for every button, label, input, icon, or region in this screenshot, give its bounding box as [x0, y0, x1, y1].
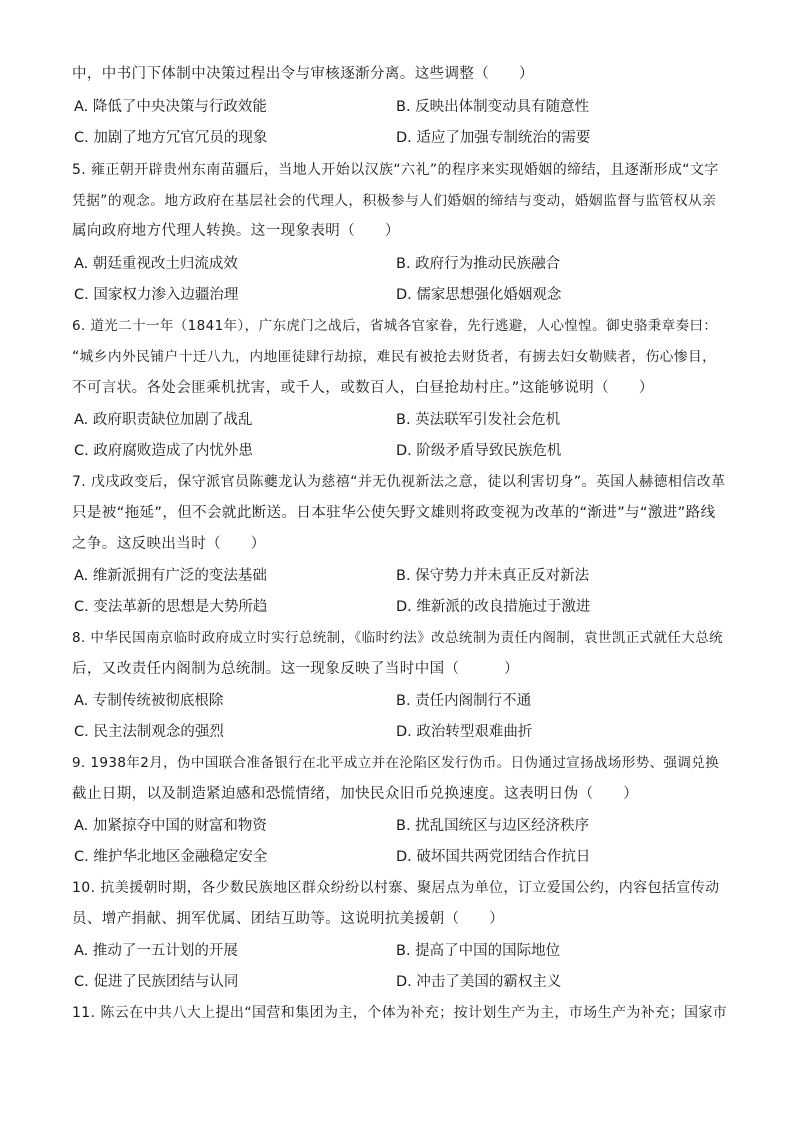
question-8-option-d[interactable]: D. 政治转型艰难曲折 [396, 724, 533, 740]
question-7-option-a[interactable]: A. 维新派拥有广泛的变法基础 [74, 568, 267, 584]
question-10-stem-line-1: 10. 抗美援朝时期，各少数民族地区群众纷纷以村寨、聚居点为单位，订立爱国公约，内容包括宣传动 [72, 880, 720, 896]
question-4-option-b[interactable]: B. 反映出体制变动具有随意性 [396, 99, 590, 115]
question-9-stem-line-1: 9. 1938年2月，伪中国联合准备银行在北平成立并在沦陷区发行伪币。日伪通过宣扬战场形势、强调兑换 [72, 755, 720, 771]
question-7-stem-line-3: 之争。这反映出当时（ ） [72, 536, 266, 552]
question-7-option-d[interactable]: D. 维新派的改良措施过于激进 [396, 599, 591, 615]
question-10-option-c[interactable]: C. 促进了民族团结与认同 [74, 974, 239, 990]
question-6-option-a[interactable]: A. 政府职责缺位加剧了战乱 [74, 412, 253, 428]
question-9-option-d[interactable]: D. 破坏国共两党团结合作抗日 [396, 849, 591, 865]
question-4-option-d[interactable]: D. 适应了加强专制统治的需要 [396, 130, 591, 146]
question-5-stem-line-1: 5. 雍正朝开辟贵州东南苗疆后，当地人开始以汉族“六礼”的程序来实现婚姻的缔结，且逐渐形成“文字 [72, 162, 719, 178]
question-10-option-a[interactable]: A. 推动了一五计划的开展 [74, 943, 238, 959]
question-9-option-b[interactable]: B. 扰乱国统区与边区经济秩序 [396, 818, 590, 834]
question-10-option-d[interactable]: D. 冲击了美国的霸权主义 [396, 974, 562, 990]
question-7-option-b[interactable]: B. 保守势力并未真正反对新法 [396, 568, 590, 584]
question-8-stem-line-1: 8. 中华民国南京临时政府成立时实行总统制，《临时约法》改总统制为责任内阁制，袁世凯正式就任大总统 [72, 630, 724, 646]
question-6-option-b[interactable]: B. 英法联军引发社会危机 [396, 412, 561, 428]
question-4-option-a[interactable]: A. 降低了中央决策与行政效能 [74, 99, 267, 115]
question-11-stem-line-1: 11. 陈云在中共八大上提出“国营和集团为主，个体为补充；按计划生产为主，市场生产为补充；国家市 [72, 1005, 728, 1021]
question-7-stem-line-1: 7. 戊戌政变后，保守派官员陈夔龙认为慈禧“并无仇视新法之意，徒以利害切身”。英国人赫德相信改革 [72, 474, 726, 490]
question-8-option-b[interactable]: B. 责任内阁制行不通 [396, 693, 532, 709]
question-5-option-c[interactable]: C. 国家权力渗入边疆治理 [74, 287, 239, 303]
question-5-option-b[interactable]: B. 政府行为推动民族融合 [396, 256, 561, 272]
question-5-option-a[interactable]: A. 朝廷重视改土归流成效 [74, 256, 238, 272]
question-9-option-a[interactable]: A. 加紧掠夺中国的财富和物资 [74, 818, 267, 834]
question-9-option-c[interactable]: C. 维护华北地区金融稳定安全 [74, 849, 268, 865]
question-5-stem-line-3: 属向政府地方代理人转换。这一现象表明（ ） [72, 223, 400, 239]
question-8-option-c[interactable]: C. 民主法制观念的强烈 [74, 724, 224, 740]
question-6-stem-line-3: 不可言状。各处会匪乘机扰害，或千人，或数百人，白昼抢劫村庄。”这能够说明（ ） [72, 380, 654, 396]
question-4-stem: 中，中书门下体制中决策过程出令与审核逐渐分离。这些调整（ ） [72, 66, 534, 82]
question-7-option-c[interactable]: C. 变法革新的思想是大势所趋 [74, 599, 268, 615]
question-5-stem-line-2: 凭据”的观念。地方政府在基层社会的代理人，积极参与人们婚姻的缔结与变动，婚姻监督与监管权从亲 [72, 193, 717, 209]
question-5-option-d[interactable]: D. 儒家思想强化婚姻观念 [396, 287, 562, 303]
question-8-stem-line-2: 后，又改责任内阁制为总统制。这一现象反映了当时中国（ ） [72, 661, 519, 677]
question-9-stem-line-2: 截止日期，以及制造紧迫感和恐慌情绪，加快民众旧币兑换速度。这表明日伪（ ） [72, 786, 639, 802]
question-10-stem-line-2: 员、增产捐献、拥军优属、团结互助等。这说明抗美援朝（ ） [72, 911, 505, 927]
question-8-option-a[interactable]: A. 专制传统被彻底根除 [74, 693, 224, 709]
question-6-stem-line-2: “城乡内外民铺户十迁八九，内地匪徒肆行劫掠，难民有被抢去财货者，有掳去妇女勒赎者，伤心惨目， [72, 349, 717, 365]
question-7-stem-line-2: 只是被“拖延”，但不会就此断送。日本驻华公使矢野文雄则将政变视为改革的“渐进”与“激进”路线 [72, 505, 716, 521]
question-4-option-c[interactable]: C. 加剧了地方冗官冗员的现象 [74, 130, 268, 146]
question-6-option-c[interactable]: C. 政府腐败造成了内忧外患 [74, 443, 253, 459]
question-6-stem-line-1: 6. 道光二十一年（1841年），广东虎门之战后，省城各官家眷，先行逃避，人心惶惶。御史骆秉章奏曰： [72, 318, 718, 334]
question-6-option-d[interactable]: D. 阶级矛盾导致民族危机 [396, 443, 562, 459]
question-10-option-b[interactable]: B. 提高了中国的国际地位 [396, 943, 561, 959]
